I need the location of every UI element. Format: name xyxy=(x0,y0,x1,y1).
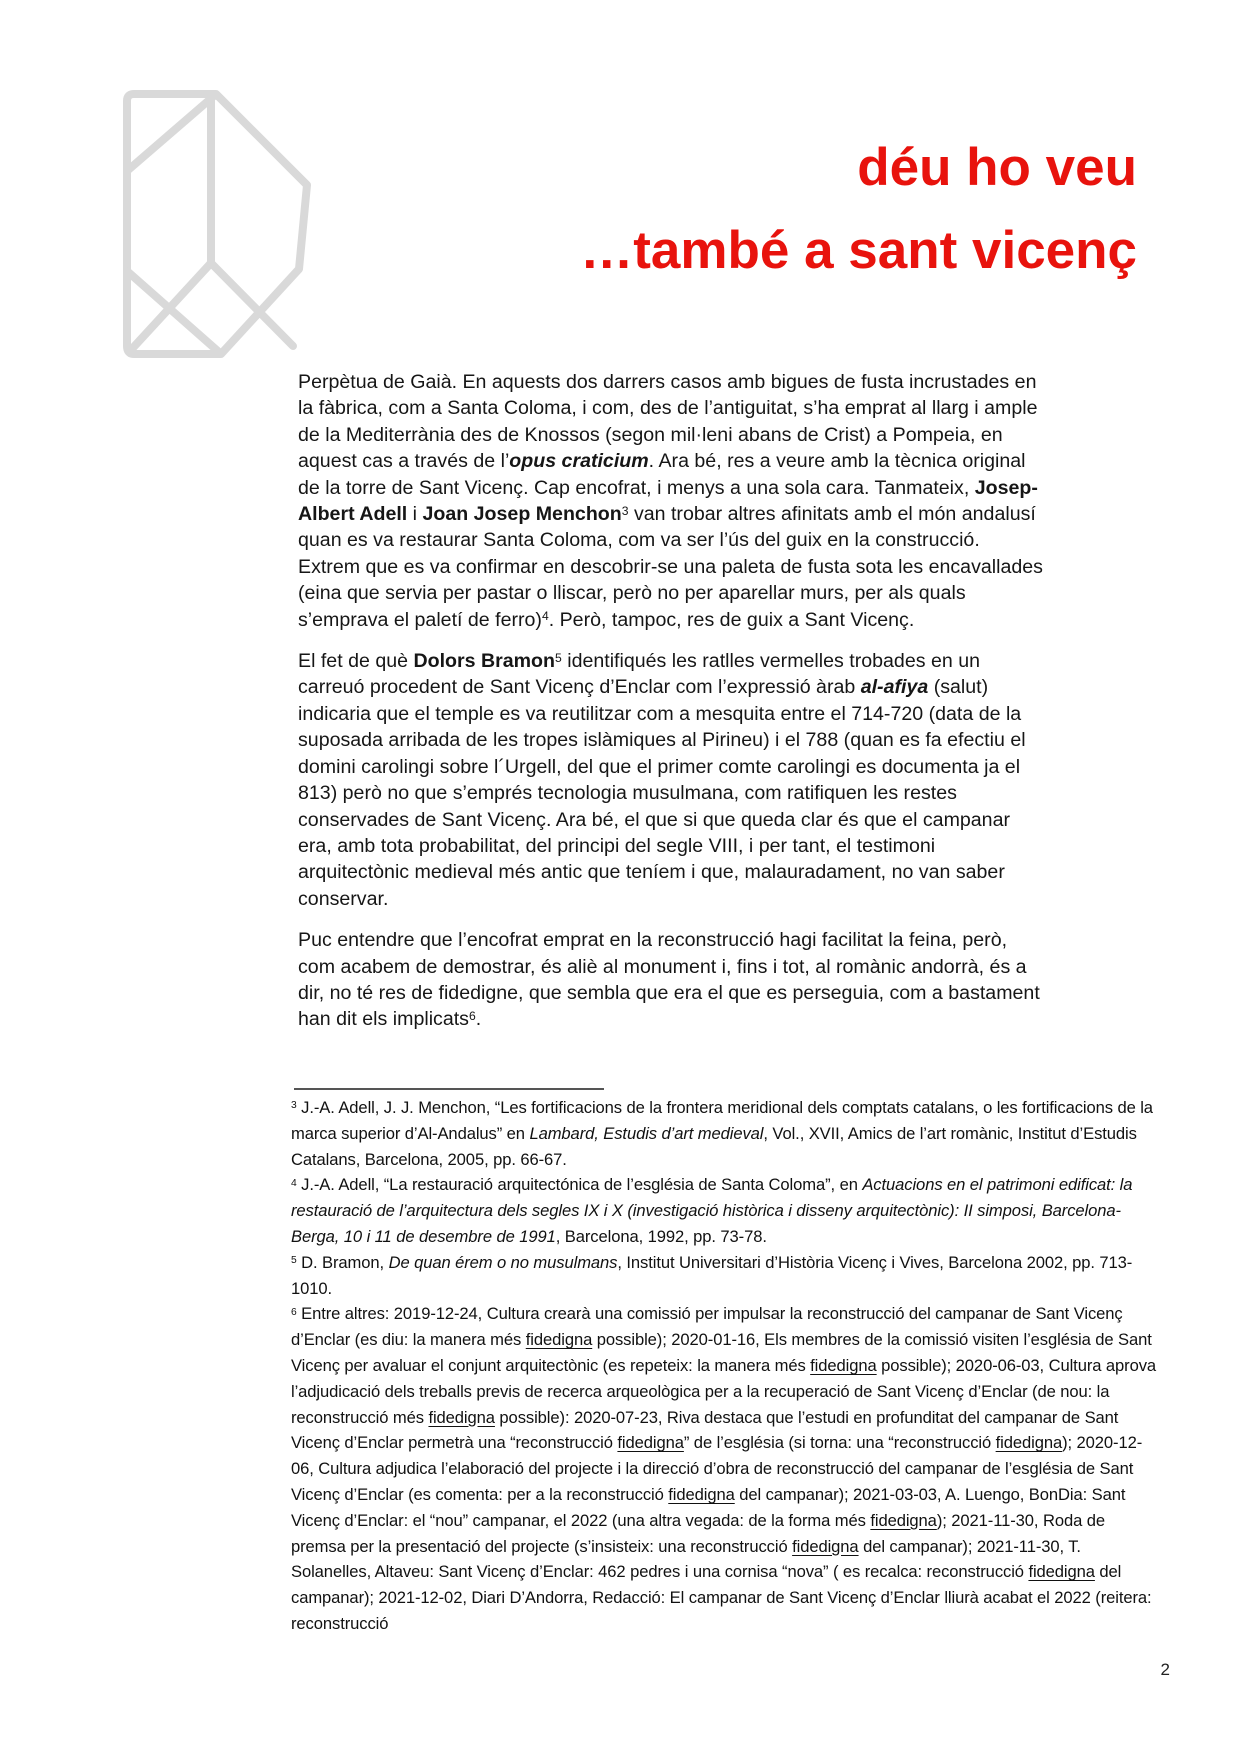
footnote-separator xyxy=(294,1088,604,1090)
paragraph xyxy=(298,927,1043,1033)
footnote-list xyxy=(291,1095,1162,1637)
text-run: , Barcelona, 1992, pp. 73-78. xyxy=(555,1226,767,1246)
text-run: Joan Josep Menchon xyxy=(422,503,622,526)
logo-flap-line xyxy=(127,95,215,171)
text-run: Puc entendre que l’encofrat emprat en la reconstrucció hagi facilitat la feina, però, com acabem de demostrar, és aliè al monument i, fins i tot, al romànic andorrà, és a dir, no té res de fidedigne, que sembla que era el que es perseguia, com a bastament han dit els implicats xyxy=(298,929,1040,1031)
text-run: (salut) indicaria que el temple es va reutilitzar com a mesquita entre el 714-720 (data de la suposada arribada de les tropes islàmiques al Pirineu) i el 788 (quan es fa efectiu el domini carolingi sobre l´Urgell, del que el primer comte carolingi es documenta ja el 813) però no que s’emprés tecnologia musulmana, com ratifiquen les restes conservades de Sant Vicenç. Ara bé, el que si que queda clar és que el campanar era, amb tota probabilitat, del principi del segle VIII, i per tant, el testimoni arquitectònic medieval més antic que teníem i que, malauradament, no van saber conservar. xyxy=(298,676,1026,910)
logo-outline xyxy=(127,94,307,354)
text-run: del campanar); 2021-03-03, A. Luengo, BonDia: Sant Vicenç d’Enclar: el “nou” campanar, el 2022 (una altra vegada: de la forma més xyxy=(291,1484,1126,1530)
text-run: J.-A. Adell, “La restauració arquitectónica de l’església de Santa Coloma”, en xyxy=(296,1175,863,1195)
text-run: fidedigna xyxy=(617,1433,684,1453)
footnote-reference: 3 xyxy=(621,503,629,518)
text-run: Dolors Bramon xyxy=(413,650,555,673)
text-run: van trobar altres afinitats amb el món andalusí quan es va restaurar Santa Coloma, com va ser l’ús del guix en la construcció. Extrem que es va confirmar en descobrir-se una paleta de fusta sota les encavallades (eina que servia per pastar o lliscar, però no per aparellar murs, per als quals s’emprava el paletí de ferro) xyxy=(298,503,1043,631)
text-run: possible): 2020-07-23, Riva destaca que l’estudi en profunditat del campanar de Sant Vicenç d’Enclar permetrà una “reconstrucció xyxy=(291,1407,1119,1453)
text-run: Josep-Albert Adell xyxy=(298,476,1038,526)
body-text xyxy=(298,369,1043,1048)
title-line-1: déu ho veu xyxy=(857,138,1137,197)
text-run: Entre altres: 2019-12-24, Cultura crearà una comissió per impulsar la reconstrucció del campanar de Sant Vicenç d’Enclar (es diu: la manera més xyxy=(291,1304,1123,1350)
text-run: del campanar); 2021-12-02, Diari D’Andorra, Redacció: El campanar de Sant Vicenç d’Enclar lliurà acabat el 2022 (reitera: reconstrucció xyxy=(291,1562,1152,1633)
footnote-item xyxy=(291,1301,1162,1636)
text-run: fidedigna xyxy=(1028,1562,1095,1582)
text-run: . xyxy=(475,1008,482,1031)
text-run: , Institut Universitari d’Història Vicenç i Vives, Barcelona 2002, pp. 713-1010. xyxy=(291,1252,1133,1298)
text-run: fidedigna xyxy=(525,1330,593,1350)
text-run: fidedigna xyxy=(668,1484,735,1504)
footnote-reference: 4 xyxy=(541,609,549,624)
text-run: identifiqués les ratlles vermelles trobades en un carreuó procedent de Sant Vicenç d’Enclar com l’expressió àrab xyxy=(298,650,980,699)
text-run: Lambard, Estudis d’art medieval xyxy=(529,1123,764,1143)
publisher-logo xyxy=(118,86,318,366)
text-run: ); 2021-11-30, Roda de premsa per la presentació del projecte (s’insisteix: una reconstrucció xyxy=(291,1510,1105,1556)
footnote-reference: 6 xyxy=(291,1306,297,1318)
paragraph xyxy=(298,369,1043,633)
footnote-reference: 6 xyxy=(468,1008,476,1023)
text-run: possible); 2020-01-16, Els membres de la comissió visiten l’església de Sant Vicenç per avaluar el conjunt arquitectònic (es repeteix: la manera més xyxy=(291,1330,1152,1375)
text-run: , Vol., XVII, Amics de l’art romànic, Institut d’Estudis Catalans, Barcelona, 2005, pp. 66-67. xyxy=(291,1123,1137,1169)
text-run: . Ara bé, res a veure amb la tècnica original de la torre de Sant Vicenç. Cap encofrat, i menys a una sola cara. Tanmateix, xyxy=(298,450,1026,499)
footnote-item xyxy=(291,1250,1162,1302)
text-run: fidedigna xyxy=(870,1510,937,1530)
footnote-reference: 5 xyxy=(555,650,562,665)
text-run: Actuacions en el patrimoni edificat: la restauració de l’arquitectura dels segles IX i X (investigació històrica i disseny arquitectònic): II simposi, Barcelona-Berga, 10 i 11 de desembre de 1991 xyxy=(291,1175,1133,1246)
text-run: ” de l’església (si torna: una “reconstrucció xyxy=(683,1433,996,1453)
page-number: 2 xyxy=(1160,1660,1170,1679)
text-run: del campanar); 2021-11-30, T. Solanelles, Altaveu: Sant Vicenç d’Enclar: 462 pedres i una cornisa “nova” ( es recalca: reconstrucció xyxy=(291,1536,1081,1582)
title-line-2: …també a sant vicenç xyxy=(580,221,1137,280)
text-run: fidedigna xyxy=(792,1536,859,1556)
text-run: fidedigna xyxy=(810,1355,877,1375)
text-run: fidedigna xyxy=(428,1407,495,1427)
text-run: fidedigna xyxy=(995,1433,1063,1453)
text-run: opus craticium xyxy=(509,450,649,473)
logo-right-diagonal xyxy=(211,263,293,346)
footnote-reference: 5 xyxy=(291,1255,297,1267)
text-run: De quan érem o no musulmans xyxy=(388,1252,618,1272)
footnote-reference: 4 xyxy=(291,1177,297,1189)
paragraph xyxy=(298,648,1043,912)
text-run: al-afiya xyxy=(860,676,929,699)
document-title xyxy=(580,126,1137,292)
footnote-item xyxy=(291,1172,1162,1249)
text-run: ); 2020-12-06, Cultura adjudica l’elaboració del projecte i la direcció d’obra de reconstrucció del campanar de l’església de Sant Vicenç d’Enclar (es comenta: per a la reconstrucció xyxy=(291,1433,1143,1504)
text-run: Perpètua de Gaià. En aquests dos darrers casos amb bigues de fusta incrustades en la fàbrica, com a Santa Coloma, i com, des de l’antiguitat, s’ha emprat al llarg i ample de la Mediterrània des de Knossos (segon mil·leni abans de Crist) a Pompeia, en aquest cas a través de l’ xyxy=(298,371,1038,473)
footnote-item xyxy=(291,1095,1162,1172)
text-run: possible); 2020-06-03, Cultura aprova l’adjudicació dels treballs previs de recerca arqueològica per a la recuperació de Sant Vicenç d’Enclar (de nou: la reconstrucció més xyxy=(291,1355,1157,1427)
text-run: i xyxy=(407,503,423,526)
text-run: El fet de què xyxy=(298,650,414,673)
text-run: . Però, tampoc, res de guix a Sant Vicenç. xyxy=(548,608,915,631)
text-run: D. Bramon, xyxy=(296,1252,389,1272)
footnote-reference: 3 xyxy=(291,1100,297,1112)
text-run: J.-A. Adell, J. J. Menchon, “Les fortificacions de la frontera meridional dels comptats catalans, o les fortificacions de la marca superior d’Al-Andalus” en xyxy=(291,1098,1153,1143)
